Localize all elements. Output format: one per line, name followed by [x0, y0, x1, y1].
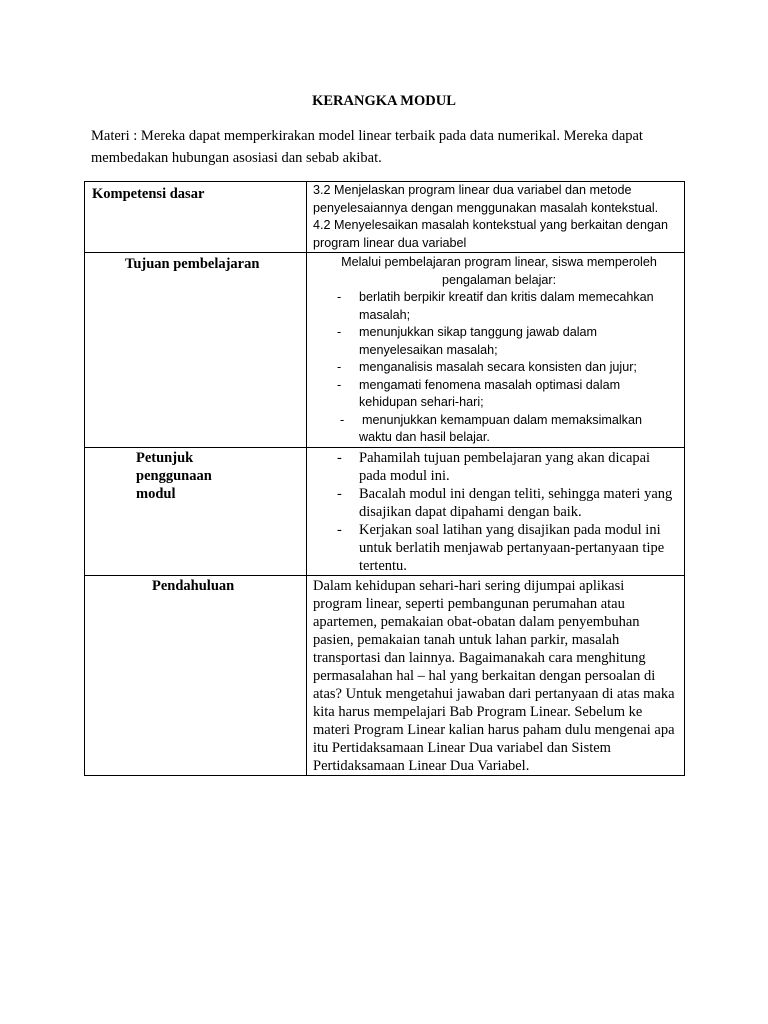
row-label-kompetensi: Kompetensi dasar — [92, 186, 205, 202]
pendahuluan-text: Dalam kehidupan sehari-hari sering dijumpai aplikasi program linear, seperti pembangunan perumahan atau apartemen, pemakaian obat-obatan dalam penyembuhan pasien, pemakaian tanah untuk lahan parkir, masalah transportasi dan lainnya. Bagaimanakah cara menghitung permasalahan hal – hal yang berkaitan dengan persoalan di atas? Untuk mengetahui jawaban dari pertanyaan di atas maka kita harus mempelajari Bab Program Linear. Sebelum ke materi Program Linear kalian harus paham dulu mengenai apa itu Pertidaksamaan Linear Dua variabel dan Sistem Pertidaksamaan Linear Dua Variabel. — [313, 577, 675, 774]
content-cell — [307, 253, 685, 448]
tujuan-intro: Melalui pembelajaran program linear, siswa memperoleh pengalaman belajar: — [341, 255, 657, 287]
list-item: - Kerjakan soal latihan yang disajikan pada modul ini untuk berlatih menjawab pertanyaan-pertanyaan tipe tertentu. — [359, 521, 676, 575]
content-cell — [307, 182, 685, 253]
label-cell — [85, 447, 307, 575]
list-item: - menunjukkan sikap tanggung jawab dalam menyelesaikan masalah; — [359, 324, 666, 359]
content-cell — [307, 447, 685, 575]
list-item: - Pahamilah tujuan pembelajaran yang akan dicapai pada modul ini. — [359, 449, 676, 485]
kompetensi-line: 4.2 Menyelesaikan masalah kontekstual yang berkaitan dengan program linear dua variabel — [313, 218, 668, 250]
label-cell — [85, 253, 307, 448]
tujuan-list — [307, 289, 684, 447]
petunjuk-list — [307, 448, 684, 575]
document-title: KERANGKA MODUL — [312, 93, 456, 109]
row-label-tujuan: Tujuan pembelajaran — [125, 256, 260, 272]
list-item: - Bacalah modul ini dengan teliti, sehingga materi yang disajikan dapat dipahami dengan baik. — [359, 485, 676, 521]
kompetensi-line: 3.2 Menjelaskan program linear dua variabel dan metode penyelesaiannya dengan menggunakan masalah kontekstual. — [313, 183, 659, 215]
list-item: - menganalisis masalah secara konsisten dan jujur; — [359, 359, 666, 377]
list-item: - menunjukkan kemampuan dalam memaksimalkan waktu dan hasil belajar. — [359, 412, 666, 447]
list-item: - berlatih berpikir kreatif dan kritis dalam memecahkan masalah; — [359, 289, 666, 324]
table-row-petunjuk — [85, 447, 685, 575]
table-row-kompetensi — [85, 182, 685, 253]
kompetensi-content — [307, 182, 684, 252]
table-row-tujuan — [85, 253, 685, 448]
row-label-pendahuluan: Pendahuluan — [152, 577, 235, 594]
content-cell — [307, 575, 685, 775]
label-cell — [85, 182, 307, 253]
list-item: - mengamati fenomena masalah optimasi dalam kehidupan sehari-hari; — [359, 377, 666, 412]
row-label-petunjuk: Petunjuk penggunaan modul — [136, 449, 212, 502]
table-row-pendahuluan — [85, 575, 685, 775]
label-cell — [85, 575, 307, 775]
materi-paragraph: Materi : Mereka dapat memperkirakan model linear terbaik pada data numerikal. Mereka dapat membedakan hubungan asosiasi dan sebab akibat. — [91, 128, 643, 166]
kerangka-table — [84, 181, 685, 776]
